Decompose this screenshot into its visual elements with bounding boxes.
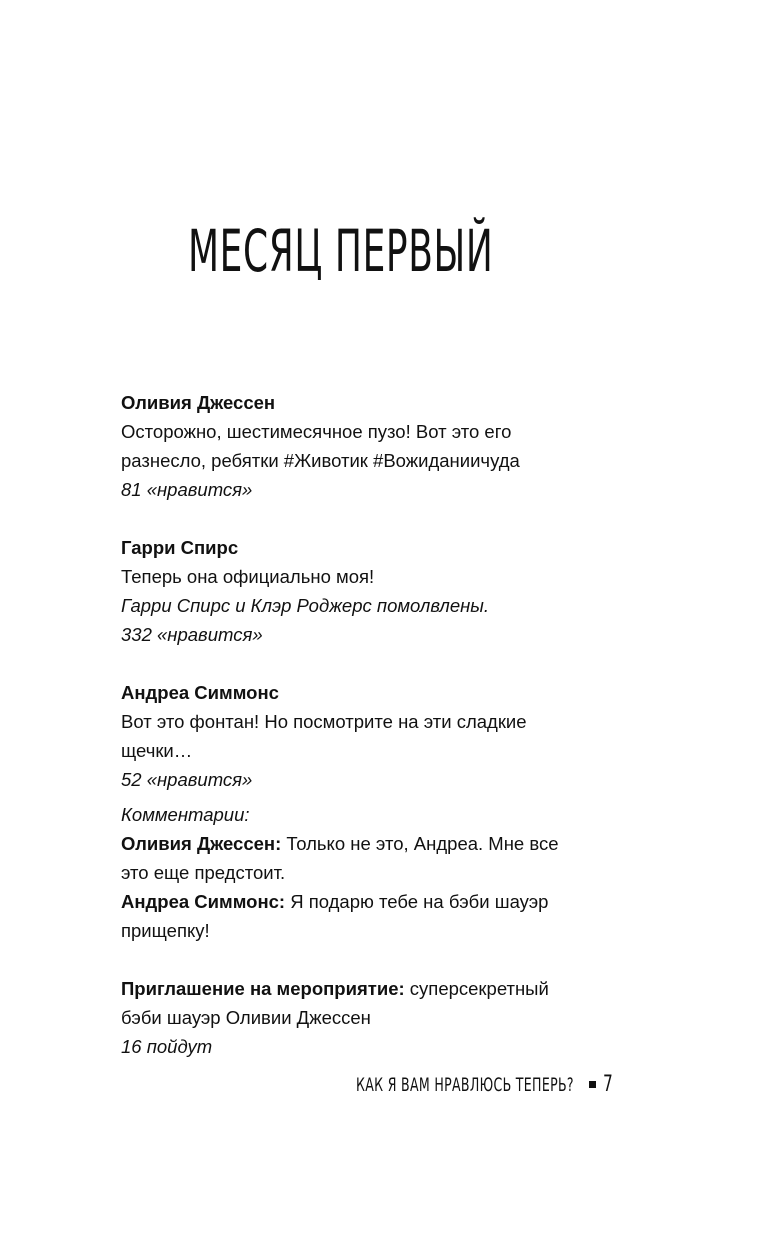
post-text-line: Осторожно, шестимесячное пузо! Вот это его (121, 421, 512, 442)
comment-author: Оливия Джессен: (121, 833, 282, 854)
comment-text: прищепку! (121, 920, 210, 941)
chapter-title: МЕСЯЦ ПЕРВЫЙ (188, 217, 494, 285)
event-invitation (121, 974, 641, 1061)
page-footer (356, 1072, 617, 1097)
post (121, 678, 641, 945)
post-likes: 52 «нравится» (121, 769, 253, 790)
page-number: 7 (603, 1072, 613, 1097)
running-title: КАК Я ВАМ НРАВЛЮСЬ ТЕПЕРЬ? (356, 1073, 574, 1096)
comment-text: это еще предстоит. (121, 862, 286, 883)
comments-label: Комментарии: (121, 804, 250, 825)
event-attending: 16 пойдут (121, 1036, 213, 1057)
event-text: суперсекретный (404, 978, 549, 999)
comment (121, 829, 641, 887)
page-content (121, 388, 641, 1061)
separator-square-icon (589, 1081, 596, 1088)
post-author: Оливия Джессен (121, 392, 276, 413)
post-text-line: Вот это фонтан! Но посмотрите на эти сладкие (121, 711, 527, 732)
post-author: Андреа Симмонс (121, 682, 279, 703)
post-status: Гарри Спирс и Клэр Роджерс помолвлены. (121, 595, 490, 616)
post-text-line: разнесло, ребятки #Животик #Вожиданиичуда (121, 450, 520, 471)
post-likes: 81 «нравится» (121, 479, 253, 500)
post-author: Гарри Спирс (121, 537, 239, 558)
comment-text: Только не это, Андреа. Мне все (281, 833, 559, 854)
post-text-line: Теперь она официально моя! (121, 566, 375, 587)
event-label: Приглашение на мероприятие: (121, 978, 405, 999)
post-text-line: щечки… (121, 740, 193, 761)
comment-author: Андреа Симмонс: (121, 891, 286, 912)
comment (121, 887, 641, 945)
event-text: бэби шауэр Оливии Джессен (121, 1007, 371, 1028)
post (121, 388, 641, 504)
post-likes: 332 «нравится» (121, 624, 263, 645)
post (121, 533, 641, 649)
comment-text: Я подарю тебе на бэби шауэр (285, 891, 549, 912)
